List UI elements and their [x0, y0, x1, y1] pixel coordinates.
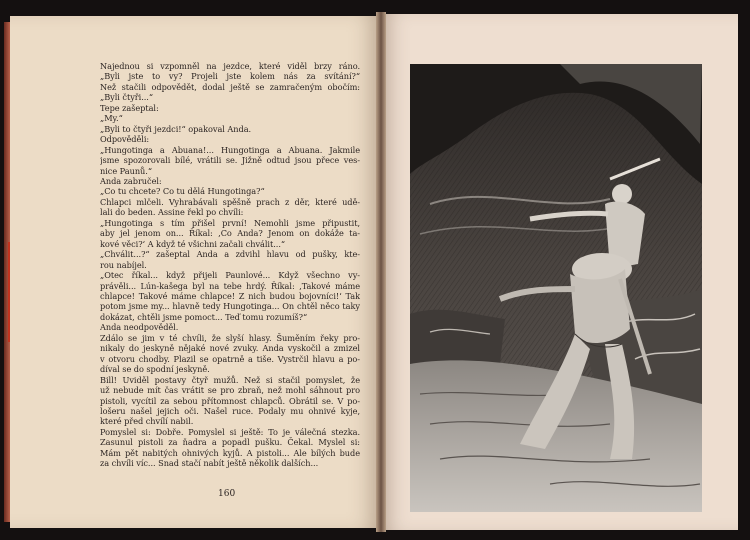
page-text: [100, 61, 360, 481]
text-line: jsme spozorovali bílé, vrátili se. Jižně odtud jsou přece ves-: [100, 155, 360, 166]
text-line: „Byli čtyři...“: [100, 92, 154, 103]
text-line: Chlapci mlčeli. Vyhrabávali spěšně prach z děr, které udě-: [100, 196, 360, 207]
text-line: Pomyslel si: Dobře. Pomyslel si ještě: To je válečná stezka.: [100, 426, 360, 437]
text-line: kové věci?‘ A když té všichni začali chválit...“: [100, 238, 286, 249]
text-line: Anda zabručel:: [100, 175, 162, 186]
text-line: Tepe zašeptal:: [100, 102, 159, 113]
text-line: aby jel jenom on... Říkal: ‚Co Anda? Jenom on dokáže ta-: [100, 228, 360, 239]
text-line: nikaly do jeskyně nějaké nové zvuky. Anda vyskočil a zmizel: [100, 343, 360, 354]
text-line: Najednou si vzpomněl na jezdce, které viděl brzy ráno.: [100, 61, 360, 71]
text-line: v otvoru chodby. Plazil se opatrně a tiše. Vystrčil hlavu a po-: [100, 353, 360, 364]
illustration-engraving: [410, 64, 702, 512]
text-line: potom jsme my... hlavně tedy Hungotinga... On chtěl něco taky: [100, 301, 360, 312]
text-line: „My.“: [100, 113, 123, 124]
text-line: Zdálo se jim v té chvíli, že slyší hlasy. Šuměním řeky pro-: [100, 332, 360, 343]
page-number: 160: [218, 489, 236, 499]
text-line: lošeru našel jejich oči. Našel ruce. Podaly mu ohnivé kyje,: [100, 405, 360, 416]
open-book: [10, 12, 740, 532]
text-line: Bill! Uviděl postavy čtyř mužů. Než si stačil pomyslet, že: [100, 374, 360, 385]
text-line: „Co tu chcete? Co tu dělá Hungotinga?“: [100, 186, 265, 197]
text-line: za chvíli víc... Snad stačí nabít ještě několik dalších...: [100, 458, 319, 469]
text-line: které před chvílí nabil.: [100, 416, 194, 427]
text-line: dokázat, chtěli jsme pomoct... Teď tomu rozumíš?“: [100, 311, 308, 322]
left-page: [10, 16, 380, 528]
text-line: „Chválit...?“ zašeptal Anda a zdvihl hlavu od pušky, kte-: [100, 249, 360, 260]
text-line: rou nabíjel.: [100, 259, 147, 270]
text-line: díval se do spodní jeskyně.: [100, 364, 210, 375]
illustration-drawing: [410, 64, 702, 512]
text-line: Mám pět nabitých ohnivých kyjů. A pistoli... Ale bílých bude: [100, 447, 360, 458]
text-line: „Hungotinga a Abuana!... Hungotinga a Abuana. Jakmile: [100, 144, 360, 155]
text-line: pistoli, vycítil za sebou přítomnost chlapců. Obrátil se. V po-: [100, 395, 360, 406]
text-line: už nebude mít čas vrátit se pro zbraň, než mohl sáhnout pro: [100, 385, 360, 396]
text-line: „Hungotinga s tím přišel první! Nemohli jsme připustit,: [100, 217, 360, 228]
text-line: lali do beden. Assine řekl po chvíli:: [100, 207, 244, 218]
text-line: právěli... Lún-kašega byl na tebe hrdý. Říkal: ‚Takové máme: [100, 280, 360, 291]
text-line: Zasunul pistoli za ňadra a popadl pušku. Čekal. Myslel si:: [100, 437, 360, 448]
text-line: chlapce! Takové máme chlapce! Z nich budou bojovníci!‘ Tak: [100, 290, 360, 301]
text-line: Než stačili odpovědět, dodal ještě se zamračeným obočím:: [100, 81, 360, 92]
text-line: Odpověděli:: [100, 134, 150, 145]
text-line: Anda neodpověděl.: [100, 322, 179, 333]
text-line: „Byli jste to vy? Projeli jste kolem nás za svítání?“: [100, 71, 360, 82]
text-line: „Byli to čtyři jezdci!“ opakoval Anda.: [100, 123, 252, 134]
book-gutter: [376, 12, 386, 532]
text-line: nice Paunů.“: [100, 165, 152, 176]
text-line: „Otec říkal... když přijeli Paunlové... Když všechno vy-: [100, 270, 360, 281]
